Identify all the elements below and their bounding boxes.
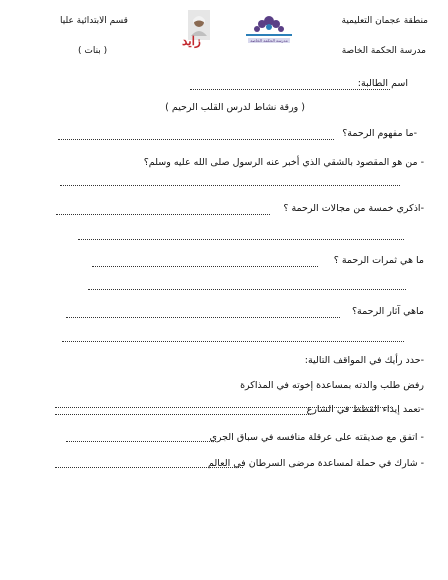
answer-line-3a[interactable] (56, 214, 270, 215)
answer-line-4b[interactable] (88, 289, 406, 290)
answer-line-2[interactable] (60, 185, 400, 186)
school-logo (240, 10, 298, 48)
answer-line-5b[interactable] (62, 341, 404, 342)
answer-line-1[interactable] (58, 139, 334, 140)
situation-answer-3[interactable] (66, 441, 216, 442)
situation-3: - اتفق مع صديقته على عرقلة منافسه في سباق الجري (209, 432, 424, 443)
student-name-label: اسم الطالبة: (357, 78, 408, 89)
situation-2: -تعمد إيذاء القطط في الشارع (306, 404, 424, 415)
question-3: -اذكري خمسة من مجالات الرحمة ؟ (283, 203, 424, 214)
answer-line-4a[interactable] (92, 266, 318, 267)
answer-line-3b[interactable] (78, 239, 404, 240)
zayed-logo: زايد (182, 34, 201, 48)
directorate-name: منطقة عجمان التعليمية (341, 16, 428, 26)
question-1: -ما مفهوم الرحمة؟ (342, 128, 417, 139)
school-name: مدرسة الحكمة الخاصة (341, 46, 426, 56)
department-name: قسم الابتدائية عليا (60, 16, 128, 26)
question-2: - من هو المقصود بالشقي الذي أخبر عنه الرسول صلى الله عليه وسلم؟ (143, 157, 424, 168)
worksheet-title: ( ورقة نشاط لدرس القلب الرحيم ) (165, 102, 305, 113)
logo-caption: مدرسة الحكمة الخاصة (250, 38, 288, 43)
situation-4: - شارك في حملة لمساعدة مرضى السرطان في العالم (208, 458, 424, 469)
question-4: ما هي ثمرات الرحمة ؟ (333, 255, 424, 266)
student-name-field[interactable] (190, 89, 390, 90)
section-label: ( بنات ) (78, 46, 108, 56)
opinion-heading: -حدد رأيك في المواقف التالية: (304, 355, 424, 366)
situation-1: رفض طلب والدته بمساعدة إخوته في المذاكرة (240, 380, 424, 391)
situation-answer-2[interactable] (55, 414, 311, 415)
situation-answer-4[interactable] (55, 467, 243, 468)
question-5: ماهي آثار الرحمة؟ (352, 306, 424, 317)
answer-line-5a[interactable] (66, 317, 340, 318)
